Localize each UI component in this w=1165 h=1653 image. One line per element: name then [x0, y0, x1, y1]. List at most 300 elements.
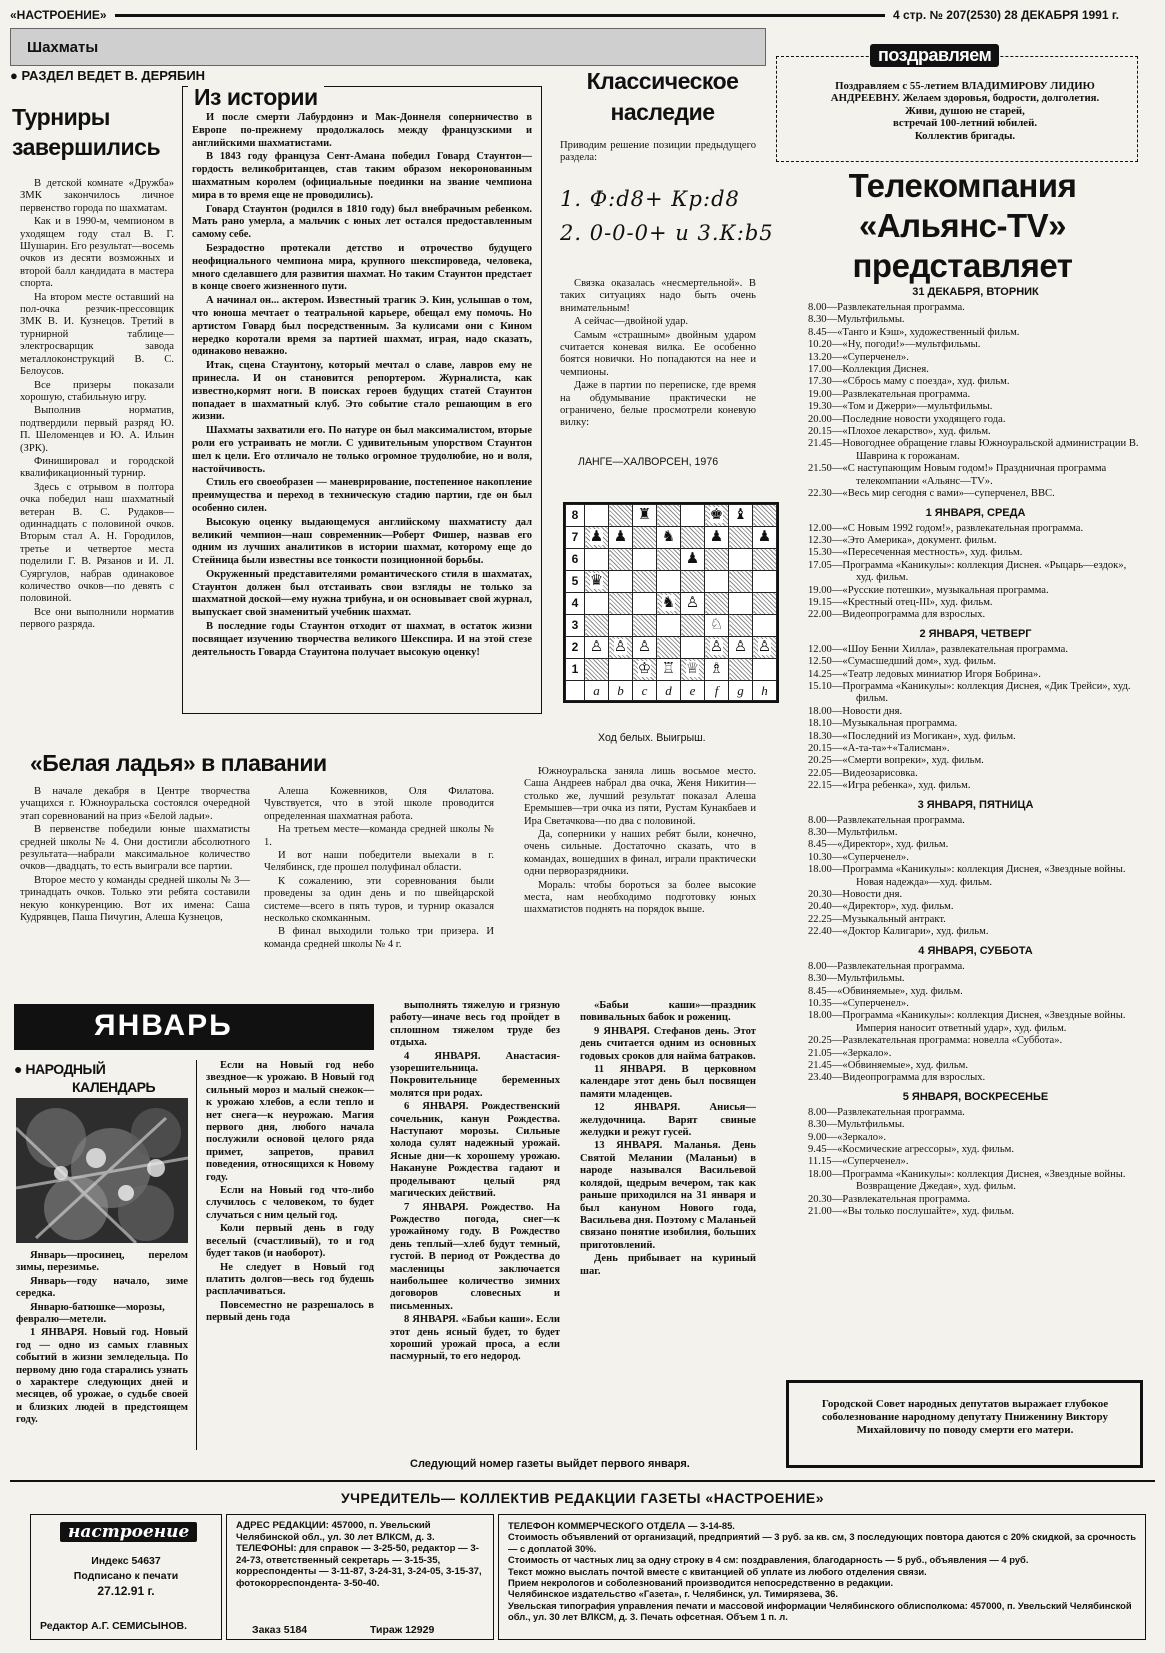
- classic-intro: Приводим решение позиции предыдущего раздела:: [560, 140, 756, 164]
- tv-program: 18.10—Музыкальная программа.: [808, 718, 958, 730]
- tv-program: 22.25—Музыкальный антракт.: [808, 913, 946, 925]
- history-paragraph: И после смерти Лабурдоннэ и Мак-Доннеля соперничество в Европе по-прежнему продолжалось между французскими и английскими шахматистами.: [192, 112, 532, 149]
- chess-piece: ♙: [589, 639, 604, 655]
- january-paragraph: 6 ЯНВАРЯ. Рождественский сочельник, канун Рождества. Наступают морозы. Сильные холода сулят надежный урожай. Ясные дни—к хорошему урожаю. Накануне Рождества гадают и проделывают целый ряд магических действий.: [390, 1101, 560, 1200]
- january-paragraph: 11 ЯНВАРЯ. В церковном календаре этот день был посвящен памяти младенцев.: [580, 1064, 756, 1100]
- chess-piece: ♟: [613, 529, 628, 545]
- history-title: Из истории: [188, 84, 324, 111]
- january-paragraph: День прибывает на куриный шаг.: [580, 1253, 756, 1277]
- board-square: [729, 615, 753, 637]
- tv-program: 8.00—Развлекательная программа.: [808, 814, 965, 826]
- january-paragraph: Повсеместно не разрешалось в первый день года: [206, 1299, 374, 1324]
- tv-program: 19.30—«Том и Джерри»—мультфильмы.: [808, 401, 993, 413]
- classic-body: [560, 278, 756, 431]
- chess-piece: ♚: [709, 507, 724, 523]
- tv-program: 8.00—Развлекательная программа.: [808, 960, 965, 972]
- tv-schedule: [808, 280, 1143, 1218]
- solution-line-2: 2. 0-0-0+ и 3.К:b5: [560, 221, 774, 245]
- board-square: [681, 659, 705, 681]
- board-square: [633, 505, 657, 527]
- board-square: [633, 659, 657, 681]
- tournament-title-1: Турниры: [12, 104, 110, 130]
- white-rook-paragraph: Мораль: чтобы бороться за более высокие места, нам необходимо подготовку юных шахматистов поднять на порядок выше.: [524, 879, 756, 916]
- tournament-title: [12, 102, 182, 162]
- tv-program: 11.15—«Суперченел».: [808, 1156, 909, 1168]
- january-left-text: [16, 1250, 188, 1428]
- board-square: [633, 615, 657, 637]
- tv-program: 12.30—«Это Америка», документ. фильм.: [808, 534, 997, 546]
- chess-piece: ♘: [709, 617, 724, 633]
- footer-founder: УЧРЕДИТЕЛЬ— КОЛЛЕКТИВ РЕДАКЦИИ ГАЗЕТЫ «НАСТРОЕНИЕ»: [340, 1490, 825, 1506]
- january-paragraph: 7 ЯНВАРЯ. Рождество. На Рождество погода, снег—к урожайному году. В Рождество день теплый—хлеб будут темный, густой. В период от Рождества до масленицы заключается наибольшее количество зимних договоров словесных и письменных.: [390, 1201, 560, 1312]
- white-rook-paragraph: Алеша Кожевников, Оля Филатова. Чувствуется, что в этой школе проводится определенная шахматная работа.: [264, 786, 494, 822]
- board-square: [753, 505, 777, 527]
- tv-program: 20.25—«Смерти вопреки», худ. фильм.: [808, 755, 984, 767]
- board-square: [609, 505, 633, 527]
- tv-program: 15.30—«Пересеченная местность», худ. фильм.: [808, 547, 1023, 559]
- january-paragraph: 1 ЯНВАРЯ. Новый год. Новый год — одно из самых главных событий в жизни земледельца. По первому дню года старались узнать о характере следующих дней и месяцев, об урожае, о судьбе своей и близких людей в предстоящем году.: [16, 1327, 188, 1426]
- tv-day-list: [808, 961, 1143, 1085]
- tv-program: 10.35—«Суперченел».: [808, 997, 909, 1009]
- tv-program: 18.30—«Последний из Могикан», худ. фильм.: [808, 730, 1016, 742]
- tv-program: 19.15—«Крестный отец-III», худ. фильм.: [808, 596, 993, 608]
- tv-program: 8.45—«Танго и Кэш», художественный фильм.: [808, 326, 1020, 338]
- white-rook-col2: [264, 786, 494, 952]
- chess-piece: ♙: [613, 639, 628, 655]
- congrats-badge: поздравляем: [870, 44, 999, 67]
- board-corner: [566, 681, 585, 701]
- january-banner-label: ЯНВАРЬ: [94, 1009, 233, 1042]
- history-paragraph: Шахматы захватили его. По натуре он был максималистом, вторые роли его устраивать не могли. С удивительным упорством Стаунтон шел к цели. Его отличало не только огромное трудолюбие, но и воля, настойчивость.: [192, 425, 532, 475]
- classic-paragraph: Связка оказалась «несмертельной». В таких ситуациях надо быть очень внимательным!: [560, 278, 756, 314]
- board-rank-label: 2: [566, 637, 585, 659]
- history-paragraph: Безрадостно протекали детство и отрочество будущего неофициального чемпиона мира, крупного шекспироведа, человека, много сделавшего для развития шахмат. Но таким Стаунтон предстает в конце своего жизненного пути.: [192, 242, 532, 293]
- board-square: [609, 571, 633, 593]
- tv-day-list: [808, 815, 1143, 939]
- tv-program: 21.45—«Обвиняемые», худ. фильм.: [808, 1059, 969, 1071]
- board-rank-label: 5: [566, 571, 585, 593]
- tv-program: 17.00—Коллекция Диснея.: [808, 364, 929, 376]
- board-square: [585, 571, 609, 593]
- snowy-branch-image: [16, 1098, 188, 1243]
- january-paragraph: Январь—просинец, перелом зимы, перезимье.: [16, 1250, 188, 1274]
- january-col2: [206, 1060, 374, 1326]
- tv-day-list: [808, 523, 1143, 622]
- board-square: [657, 659, 681, 681]
- board-file-label: c: [633, 681, 657, 701]
- board-square: [657, 615, 681, 637]
- january-kicker: ● НАРОДНЫЙ КАЛЕНДАРЬ: [14, 1061, 156, 1095]
- next-issue-note: Следующий номер газеты выйдет первого января.: [410, 1458, 690, 1470]
- masthead-rule: [115, 14, 885, 17]
- tournament-paragraph: Все призеры показали хорошую, стабильную игру.: [20, 379, 174, 403]
- tv-program: 20.15—«А-та-та»+«Талисман».: [808, 743, 950, 754]
- board-file-label: f: [705, 681, 729, 701]
- classic-title-1: Классическое: [586, 68, 739, 94]
- white-rook-paragraph: Да, соперники у наших ребят были, конечно, очень сильные. Достаточно сказать, что в командах, вошедших в финал, играли практически одни перворазрядники.: [524, 829, 756, 878]
- board-file-label: a: [585, 681, 609, 701]
- tv-program: 13.20—«Суперченел».: [808, 351, 909, 363]
- chess-piece: ♖: [661, 661, 676, 677]
- board-square: [633, 637, 657, 659]
- board-square: [633, 549, 657, 571]
- january-paragraph: Январю-батюшке—морозы, февралю—метели.: [16, 1301, 165, 1326]
- tv-program: 15.10—Программа «Каникулы»: коллекция Диснея, «Дик Трейси», худ. фильм.: [808, 680, 1131, 705]
- footer-address: [236, 1520, 486, 1590]
- chess-piece: ♟: [757, 529, 772, 545]
- history-paragraph: Стиль его своеобразен — маневрирование, постепенное накопление преимущества и переход в техническую стадию партии, где он был особенно силен.: [192, 477, 532, 514]
- white-rook-paragraph: И вот наши победители выехали в г. Челябинск, где прошел полуфинал области.: [264, 850, 494, 874]
- classic-game: ЛАНГЕ—ХАЛВОРСЕН, 1976: [578, 456, 719, 468]
- tv-program: 12.00—«С Новым 1992 годом!», развлекательная программа.: [808, 522, 1084, 534]
- tv-program: 21.00—«Вы только послушайте», худ. фильм.: [808, 1206, 1015, 1217]
- board-square: [681, 549, 705, 571]
- board-square: [729, 571, 753, 593]
- congrats-line: Поздравляем с 55-летием ВЛАДИМИРОВУ ЛИДИЮ АНДРЕЕВНУ. Желаем здоровья, бодрости, долголетия.: [830, 80, 1100, 105]
- tournament-paragraph: Финишировал и городской квалификационный турнир.: [20, 455, 174, 480]
- tv-day-list: [808, 302, 1143, 501]
- board-square: [681, 505, 705, 527]
- board-square: [705, 659, 729, 681]
- tournament-paragraph: Выполнив норматив, подтвердили первый разряд Ю. П. Шеломенцев и Ю. А. Ильин (ЗРК).: [20, 405, 174, 454]
- tournament-paragraph: В детской комнате «Дружба» ЗМК закончилось личное первенство города по шахматам.: [20, 178, 174, 214]
- tv-day-heading: 4 ЯНВАРЯ, СУББОТА: [918, 944, 1033, 957]
- january-paragraph: 12 ЯНВАРЯ. Анисья—желудочница. Варят свиные желудки и режут гусей.: [580, 1102, 756, 1139]
- white-rook-paragraph: В начале декабря в Центре творчества учащихся г. Южноуральска состоялся очередной этап соревнований на приз «Белой ладьи».: [20, 786, 250, 822]
- tv-program: 20.00—Последние новости уходящего года.: [808, 413, 1006, 425]
- tv-title-3: представляет: [852, 247, 1073, 284]
- tournament-paragraph: Здесь с отрывом в полтора очка победил наш шахматный ветеран В. С. Рудаков—одиннадцать с половиной очков. Вторым стал А. Н. Городилов, третье и четвертое места поделили Г. В. Рязанов и И. Л. Суяргулов, набрав одинаковое количество очков—по девять с половиной.: [20, 481, 174, 605]
- board-square: [657, 637, 681, 659]
- board-square: [609, 659, 633, 681]
- tv-program: 22.05—Видеозарисовка.: [808, 767, 918, 779]
- january-paragraph: 4 ЯНВАРЯ. Анастасия-узорешительница. Покровительнице беременных молятся при родах.: [390, 1050, 560, 1099]
- board-square: [585, 593, 609, 615]
- paper-name: «НАСТРОЕНИЕ»: [10, 8, 107, 22]
- january-paragraph: 13 ЯНВАРЯ. Маланья. День Святой Мелании (Маланьи) в народе назывался Васильевой колядой, щедрым вечером, так как раньше приходился на 31 января и был кануном Нового года, Васильева дня. Поэтому с Маланьей связано понятие изобилия, больших приготовлений.: [580, 1140, 756, 1251]
- congrats-line: встречай 100-летний юбилей.: [892, 117, 1038, 130]
- history-paragraph: В 1843 году француза Сент-Амана победил Говард Стаунтон—гордость великобританцев, став таким образом некоронованным шахматным королем (официальные поединки на звание чемпиона мира в то время еще не проводились).: [192, 151, 532, 201]
- tv-day-heading: 3 ЯНВАРЯ, ПЯТНИЦА: [917, 798, 1034, 811]
- january-banner: [14, 1004, 374, 1050]
- board-file-label: e: [681, 681, 705, 701]
- chess-piece: ♗: [709, 661, 724, 677]
- tv-program: 19.00—«Русские потешки», музыкальная программа.: [808, 584, 1049, 596]
- commercial-line: Прием некрологов и соболезнований производится непосредственно в редакции.: [508, 1577, 894, 1589]
- section-editor: ● РАЗДЕЛ ВЕДЕТ В. ДЕРЯБИН: [10, 68, 206, 83]
- board-square: [609, 593, 633, 615]
- chess-piece: ♟: [709, 529, 724, 545]
- tv-program: 8.30—Мультфильмы.: [808, 973, 905, 985]
- tv-program: 21.45—Новогоднее обращение главы Южноуральской администрации В. Шаврина к горожанам.: [808, 438, 1139, 462]
- board-rank-label: 6: [566, 549, 585, 571]
- tv-day-list: [808, 644, 1143, 793]
- white-rook-paragraph: Южноуральска заняла лишь восьмое место. Саша Андреев набрал два очка, Женя Никитин—столько же, лучший результат показал Алеша Еремышев—три очка из пяти, Рустам Кунакбаев и Ира Светачкова—по два с половиной.: [524, 766, 756, 827]
- board-square: [657, 527, 681, 549]
- tv-program: 18.00—Программа «Каникулы»: коллекция Диснея, «Звездные войны. Империя наносит ответный удар», худ. фильм.: [808, 1010, 1126, 1034]
- chess-piece: ♕: [685, 661, 700, 677]
- tv-program: 8.30—Мультфильмы.: [808, 314, 905, 326]
- congrats-text: [800, 80, 1130, 142]
- board-square: [729, 527, 753, 549]
- footer-order: Заказ 5184: [252, 1624, 308, 1636]
- condolence-text: Городской Совет народных депутатов выражает глубокое соболезнование народному депутату Пниженину Виктору Михайловичу по поводу смерти его матери.: [821, 1398, 1109, 1436]
- tv-program: 20.15—«Плохое лекарство», худ. фильм.: [808, 426, 991, 438]
- congrats-line: Коллектив бригады.: [914, 129, 1016, 142]
- board-square: [585, 659, 609, 681]
- tv-program: 17.05—Программа «Каникулы»: коллекция Диснея. «Рыцарь—ездок», худ. фильм.: [808, 559, 1127, 584]
- january-paragraph: выполнять тяжелую и грязную работу—иначе весь год пройдет в сплошном тяжелом труде без отдыха.: [390, 1000, 560, 1049]
- footer-logo: настроение: [60, 1522, 197, 1542]
- board-square: [585, 505, 609, 527]
- tv-program: 14.25—«Театр ледовых миниатюр Игоря Бобрина».: [808, 668, 1041, 680]
- board-square: [705, 505, 729, 527]
- board-square: [585, 637, 609, 659]
- tv-day-heading: 1 ЯНВАРЯ, СРЕДА: [925, 506, 1026, 519]
- history-paragraph: Говард Стаунтон (родился в 1810 году) был внебрачным ребенком. Мать рано умерла, а мальчик с юных лет остался предоставленным самому себе.: [192, 203, 532, 241]
- january-paragraph: Если на Новый год что-либо случилось с человеком, то будет случаться с ним целый год.: [206, 1185, 374, 1221]
- board-caption: Ход белых. Выигрыш.: [598, 732, 706, 744]
- tv-program: 18.00—Новости дня.: [808, 705, 903, 717]
- board-file-label: d: [657, 681, 681, 701]
- classic-title-2: наследие: [610, 99, 715, 125]
- board-square: [729, 637, 753, 659]
- solution-line-1: 1. Ф:d8+ Кр:d8: [560, 187, 740, 211]
- board-square: [633, 527, 657, 549]
- board-square: [681, 571, 705, 593]
- chess-piece: ♟: [589, 529, 604, 545]
- tv-program: 8.00—Развлекательная программа.: [808, 302, 965, 313]
- tournament-paragraph: На втором месте оставший на пол-очка резчик-прессовщик ЗМК В. И. Кузнецов. Третий в турнирной таблице—электросварщик завода металлоконструкций В. С. Белоусов.: [20, 291, 174, 378]
- commercial-line: ТЕЛЕФОН КОММЕРЧЕСКОГО ОТДЕЛА — 3-14-85.: [508, 1520, 735, 1531]
- board-square: [705, 527, 729, 549]
- board-file-label: g: [729, 681, 753, 701]
- board-file-label: b: [609, 681, 633, 701]
- address-line: ТЕЛЕФОНЫ: для справок — 3-25-50, редактор — 3-24-73, ответственный секретарь — 3-15-35, корреспонденты — 3-11-87, 3-24-31, 3-24-05, 3-15-37,: [236, 1543, 482, 1578]
- chess-piece: ♙: [637, 639, 652, 655]
- tv-program: 21.05—«Зеркало».: [808, 1047, 892, 1059]
- history-paragraph: Высокую оценку выдающемуся английскому шахматисту дал великий чемпион—наш современник—Роберт Фишер, назвав его одним из лучших аналитиков в истории шахмат, которому еще до Стейница были известны все тонкости позиционной борьбы.: [192, 516, 532, 567]
- tournament-paragraph: Все они выполнили норматив первого разряда.: [20, 606, 174, 631]
- board-rank-label: 4: [566, 593, 585, 615]
- tv-program: 9.45—«Космические агрессоры», худ. фильм.: [808, 1143, 1014, 1155]
- board-rank-label: 8: [566, 505, 585, 527]
- classic-paragraph: А сейчас—двойной удар.: [574, 316, 689, 328]
- chess-piece: ♙: [733, 639, 748, 655]
- tv-program: 10.30—«Суперченел».: [808, 851, 909, 863]
- tv-day-heading: 2 ЯНВАРЯ, ЧЕТВЕРГ: [919, 627, 1032, 640]
- board-square: [681, 527, 705, 549]
- board-square: [609, 637, 633, 659]
- tournament-body: [20, 178, 174, 633]
- address-line: фотокорреспондента- 3-50-40.: [236, 1577, 380, 1589]
- tv-day-heading: 5 ЯНВАРЯ, ВОСКРЕСЕНЬЕ: [902, 1090, 1049, 1103]
- tv-program: 20.40—«Директор», худ. фильм.: [808, 901, 954, 913]
- january-col-rule: [196, 1060, 197, 1450]
- tv-program: 9.00—«Зеркало».: [808, 1131, 887, 1143]
- tv-program: 8.00—Развлекательная программа.: [808, 1106, 965, 1118]
- address-line: АДРЕС РЕДАКЦИИ: 457000, п. Увельский Челябинской обл., ул. 30 лет ВЛКСМ, д. 3.: [236, 1520, 435, 1543]
- chess-piece: ♙: [709, 639, 724, 655]
- chess-piece: ♙: [685, 595, 700, 611]
- chess-piece: ♜: [637, 507, 652, 523]
- board-square: [753, 659, 777, 681]
- tv-day-list: [808, 1107, 1143, 1219]
- tv-program: 8.45—«Директор», худ. фильм.: [808, 839, 949, 851]
- classic-paragraph: Самым «страшным» двойным ударом считается коневая вилка. Ее особенно боятся новички. Но попадаются на нее и чемпионы.: [560, 329, 756, 378]
- board-square: [657, 571, 681, 593]
- board-square: [705, 637, 729, 659]
- footer-commercial: [508, 1520, 1138, 1623]
- classic-solution: [560, 182, 774, 250]
- chess-piece: ♞: [661, 529, 676, 545]
- tv-program: 23.40—Видеопрограмма для взрослых.: [808, 1072, 986, 1084]
- tv-program: 12.50—«Сумасшедший дом», худ. фильм.: [808, 656, 996, 668]
- board-square: [585, 615, 609, 637]
- board-square: [585, 527, 609, 549]
- commercial-line: Стоимость объявлений от организаций, предприятий — 3 руб. за кв. см, 3 последующих повтора даются с 20% скидкой, за срочность — с доплатой 30%.: [508, 1531, 1137, 1554]
- board-square: [705, 549, 729, 571]
- january-paragraph: Коли первый день в году веселый (счастливый), то и год будет таков (и наоборот).: [206, 1223, 374, 1260]
- board-square: [681, 593, 705, 615]
- board-square: [657, 593, 681, 615]
- board-square: [585, 549, 609, 571]
- board-square: [753, 549, 777, 571]
- board-square: [705, 571, 729, 593]
- issue-info: 4 стр. № 207(2530) 28 ДЕКАБРЯ 1991 г.: [893, 8, 1119, 22]
- board-file-label: h: [753, 681, 777, 701]
- footer-editor: Редактор А.Г. СЕМИСЫНОВ.: [40, 1620, 188, 1632]
- january-paragraph: 9 ЯНВАРЯ. Стефанов день. Этот день считается одним из основных годовых сроков для найма батраков.: [580, 1025, 756, 1062]
- tv-program: 18.00—Программа «Каникулы»: коллекция Диснея, «Звездные войны. Новая надежда»—худ. фильм.: [808, 864, 1126, 888]
- tv-title-1: Телекомпания: [848, 167, 1077, 204]
- congrats-line: Живи, душою не старей,: [905, 104, 1025, 117]
- chess-piece: ♟: [685, 551, 700, 567]
- history-body: [192, 112, 532, 660]
- white-rook-col1: [20, 786, 250, 925]
- commercial-line: Стоимость от частных лиц за одну строку в 4 см: поздравления, благодарность — 5 руб., объявления — 4 руб.: [508, 1554, 1029, 1566]
- january-paragraph: Не следует в Новый год платить долгов—весь год будешь расплачиваться.: [206, 1261, 374, 1298]
- board-square: [657, 549, 681, 571]
- board-rank-label: 1: [566, 659, 585, 681]
- board-square: [609, 549, 633, 571]
- board-rank-label: 7: [566, 527, 585, 549]
- footer-index-block: [30, 1554, 222, 1599]
- white-rook-paragraph: В первенстве победили юные шахматисты средней школы № 4. Они достигли абсолютного результата—набрали максимальное количество очков—двадцать, то есть выиграли все партии.: [20, 824, 250, 873]
- commercial-line: Текст можно выслать почтой вместе с квитанцией об уплате из любого отделения связи.: [508, 1565, 927, 1577]
- footer-print-run: Тираж 12929: [370, 1624, 435, 1636]
- white-rook-paragraph: К сожалению, эти соревнования были проведены за один день и по швейцарской системе—всего в пять туров, и турнир оказался несколько скомканным.: [264, 875, 494, 925]
- commercial-line: Челябинское издательство «Газета», г. Челябинск, ул. Тимирязева, 36.: [508, 1588, 838, 1600]
- board-square: [753, 527, 777, 549]
- classic-paragraph: Даже в партии по переписке, где время на обдумывание практически не ограничено, белые просмотрели коневую вилку:: [560, 380, 756, 429]
- tournament-paragraph: Как и в 1990-м, чемпионом в уходящем году стал В. Г. Шушарин. Его результат—восемь очков из десяти возможных и второй балл кандидата в мастера спорта.: [20, 216, 174, 290]
- section-editor-text: РАЗДЕЛ ВЕДЕТ В. ДЕРЯБИН: [21, 68, 206, 83]
- kicker-1: НАРОДНЫЙ: [25, 1061, 106, 1077]
- history-paragraph: Окруженный представителями романтического стиля в шахматах, Стаунтон должен был отстаивать свои взгляды не только за шахматной доской—ему нужна трибуна, и он основывает свой журнал, выпускает свой знаменитый учебник шахмат.: [192, 568, 532, 619]
- white-rook-paragraph: Второе место у команды средней школы № 3—тринадцать очков. Только эти ребята составили некую конкуренцию. Вот их имена: Саша Кудрявцев, Паша Пичугин, Алеша Кузнецов,: [20, 874, 250, 924]
- classic-title: [555, 66, 770, 128]
- board-square: [753, 615, 777, 637]
- board-square: [753, 571, 777, 593]
- tv-program: 20.30—Новости дня.: [808, 889, 903, 901]
- board-square: [729, 549, 753, 571]
- board-square: [729, 505, 753, 527]
- chess-piece: ♙: [757, 639, 772, 655]
- board-square: [609, 527, 633, 549]
- winter-photo: [16, 1098, 188, 1243]
- january-paragraph: Январь—году начало, зиме середка.: [16, 1275, 188, 1300]
- tv-program: 8.45—«Обвиняемые», худ. фильм.: [808, 985, 963, 997]
- tv-program: 19.00—Развлекательная программа.: [808, 388, 971, 400]
- tournament-title-2: завершились: [12, 134, 161, 160]
- tv-program: 22.15—«Игра ребенка», худ. фильм.: [808, 780, 971, 792]
- tv-program: 20.25—Развлекательная программа: новелла «Суббота».: [808, 1035, 1063, 1047]
- tv-program: 12.00—«Шоу Бенни Хилла», развлекательная программа.: [808, 643, 1068, 655]
- board-square: [609, 615, 633, 637]
- white-rook-paragraph: В финал выходили только три призера. И команда средней школы № 4 г.: [264, 926, 494, 950]
- board-square: [681, 615, 705, 637]
- tv-program: 8.30—Мультфильм.: [808, 827, 898, 839]
- chess-piece: ♝: [733, 507, 748, 523]
- white-rook-col3: [524, 766, 756, 918]
- board-square: [729, 593, 753, 615]
- history-paragraph: Итак, сцена Стаунтону, который мечтал о славе, лавров ему не принесла. И он становится репортером. Журналиста, как известно,кормят ноги. В поисках героев будущих статей Стаунтон попадает в шахматный клуб. Это событие стало решающим в его жизни.: [192, 360, 532, 423]
- footer-rule: [10, 1480, 1155, 1482]
- january-paragraph: 8 ЯНВАРЯ. «Бабьи каши». Если этот день ясный будет, то будет хороший урожай проса, а если пасмурный, то его недород.: [390, 1314, 560, 1363]
- section-banner-label: Шахматы: [27, 39, 99, 56]
- tv-program: 17.30—«Сбрось маму с поезда», худ. фильм.: [808, 376, 1010, 388]
- board-square: [729, 659, 753, 681]
- board-square: [681, 637, 705, 659]
- tv-title-2: «Альянс-ТV»: [859, 207, 1066, 244]
- board-square: [705, 615, 729, 637]
- board-square: [753, 637, 777, 659]
- january-paragraph: «Бабьи каши»—праздник повивальных бабок и рожениц.: [580, 1000, 756, 1024]
- kicker-2: КАЛЕНДАРЬ: [72, 1079, 156, 1095]
- tv-day-heading: 31 ДЕКАБРЯ, ВТОРНИК: [912, 286, 1039, 298]
- footer-signed-date: 27.12.91 г.: [97, 1584, 155, 1598]
- white-rook-title: «Белая ладья» в плавании: [30, 750, 327, 776]
- board-square: [753, 593, 777, 615]
- tv-program: 10.20—«Ну, погоди!»—мультфильмы.: [808, 339, 981, 351]
- chess-board: [563, 502, 779, 703]
- history-paragraph: В последние годы Стаунтон отходит от шахмат, в остаток жизни посвящает изучению творчества великого Шекспира. И на этой стезе деятельность Говарда Стаунтона получает высокую оценку!: [192, 621, 532, 658]
- board-square: [633, 571, 657, 593]
- tv-program: 18.00—Программа «Каникулы»: коллекция Диснея, «Звездные войны. Возвращение Джедая», худ. фильм.: [808, 1168, 1126, 1193]
- board-square: [633, 593, 657, 615]
- footer-signed-label: Подписано к печати: [73, 1570, 179, 1582]
- tv-program: 20.30—Развлекательная программа.: [808, 1193, 971, 1205]
- history-paragraph: А начинал он... актером. Известный трагик Э. Кин, услышав о том, что юноша мечтает о театральной карьере, обещал ему помочь. Но артистом Говард был посредственным. За кулисами они с Кином нередко коротали время за партией шахмат, играя, надо сказать, одинаково неважно.: [192, 295, 532, 358]
- tv-program: 8.30—Мультфильмы.: [808, 1119, 905, 1131]
- tv-title: [780, 166, 1145, 286]
- tv-program: 21.50—«С наступающим Новым годом!» Праздничная программа телекомпании «Альянс—TV».: [808, 463, 1107, 487]
- tv-program: 22.00—Видеопрограмма для взрослых.: [808, 609, 986, 621]
- board-square: [705, 593, 729, 615]
- board-rank-label: 3: [566, 615, 585, 637]
- january-col3: [390, 1000, 560, 1365]
- chess-piece: ♞: [661, 595, 676, 611]
- tv-program: 22.30—«Весь мир сегодня с вами»—суперченел, ВВС.: [808, 488, 1055, 500]
- january-paragraph: Если на Новый год небо звездное—к урожаю. В Новый год сильный мороз и малый снежок—к урожаю хлебов, а если тепло и нет снега—к неурожаю. Магия первого дня, любого начала послужили основой целого ряда примет, запретов, правил поведения, относящихся к Новому году.: [206, 1060, 374, 1183]
- commercial-line: Увельская типография управления печати и массовой информации Челябинского облисполкома: 457000, п. Увельский Челябинской обл., ул. 30 лет ВЛКСМ, д. 3. Печать офсетная. Объем 1 п. л.: [508, 1599, 1132, 1623]
- tv-program: 22.40—«Доктор Калигари», худ. фильм.: [808, 926, 989, 938]
- footer-index: Индекс 54637: [91, 1555, 161, 1567]
- chess-piece: ♔: [637, 661, 652, 677]
- january-col4: [580, 1000, 756, 1279]
- section-banner-chess: [10, 28, 766, 66]
